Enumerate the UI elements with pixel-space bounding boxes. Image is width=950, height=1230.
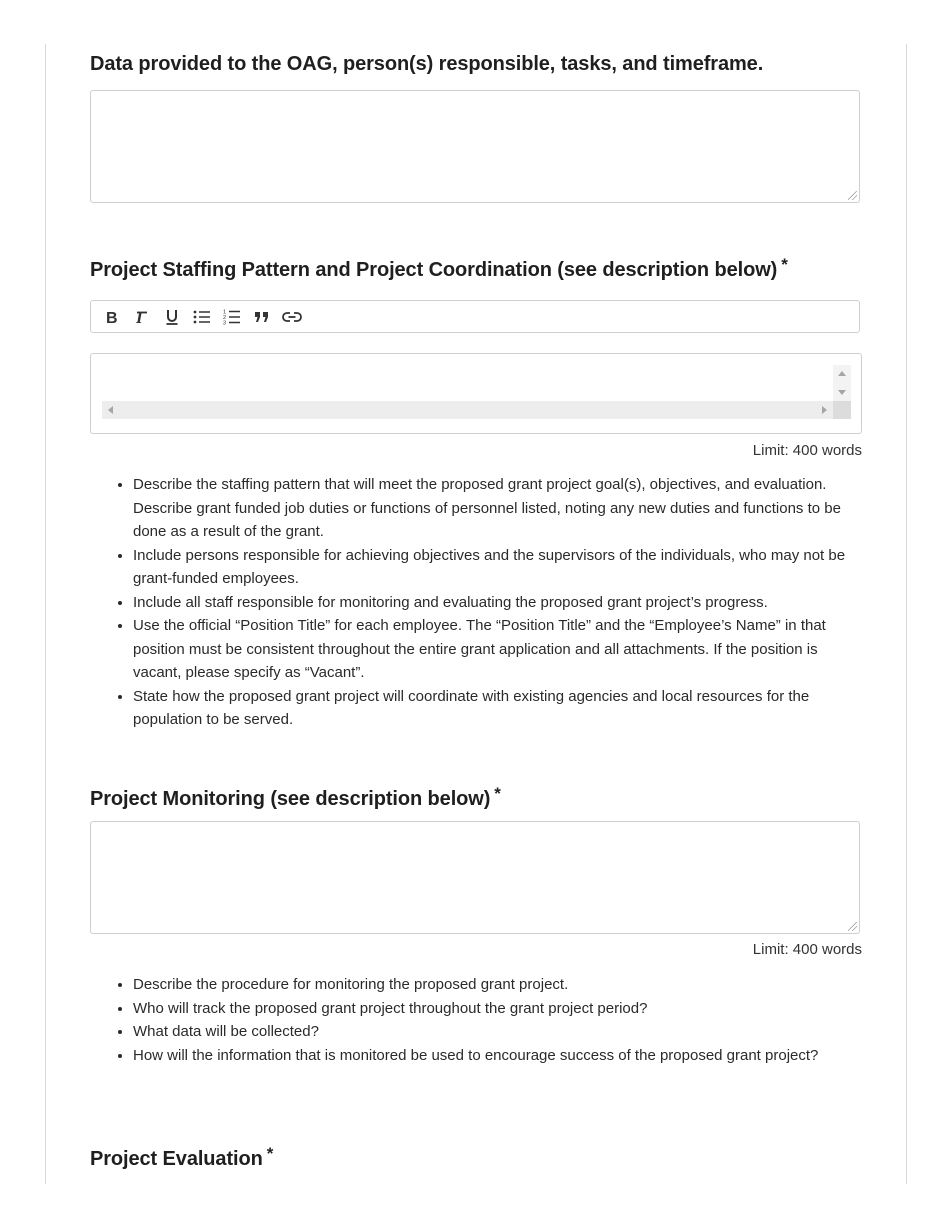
link-icon[interactable] — [277, 302, 307, 332]
monitoring-label: Project Monitoring (see description below) * — [90, 784, 501, 810]
required-asterisk: * — [781, 255, 788, 274]
svg-text:B: B — [106, 309, 118, 325]
monitoring-description-list — [90, 973, 862, 1067]
bold-icon[interactable] — [97, 302, 127, 332]
monitoring-word-limit: Limit: 400 words — [752, 941, 862, 958]
horizontal-scrollbar[interactable] — [102, 401, 833, 419]
list-item: • Describe the staffing pattern that will meet the proposed grant project goal(s), objectives, and evaluation. Describe grant funded job duties or functions of personnel listed, noting any new duties and functions to be done as a result of the grant. — [133, 473, 862, 544]
resize-grip-icon[interactable] — [848, 191, 857, 200]
numbered-list-icon[interactable] — [217, 302, 247, 332]
scroll-left-icon[interactable] — [108, 406, 113, 414]
oag-data-textarea[interactable] — [90, 90, 860, 203]
staffing-rich-editor[interactable] — [90, 353, 862, 434]
list-item: • Who will track the proposed grant project throughout the grant project period? — [133, 997, 862, 1021]
staffing-word-limit: Limit: 400 words — [752, 442, 862, 459]
oag-data-label: Data provided to the OAG, person(s) responsible, tasks, and timeframe. — [90, 53, 764, 75]
required-asterisk: * — [266, 1144, 274, 1163]
svg-text:I: I — [136, 308, 143, 325]
resize-grip-icon[interactable] — [848, 922, 857, 931]
underline-icon[interactable] — [157, 302, 187, 332]
staffing-label: Project Staffing Pattern and Project Coordination (see description below) * — [90, 255, 788, 281]
list-item: • Use the official “Position Title” for each employee. The “Position Title” and the “Employee’s Name” in that position must be consistent throughout the entire grant application and all attachments. If the position is vacant, please specify as “Vacant”. — [133, 614, 862, 685]
svg-text:2: 2 — [223, 314, 227, 321]
scroll-up-icon[interactable] — [838, 371, 846, 376]
italic-icon[interactable] — [127, 302, 157, 332]
evaluation-label: Project Evaluation * — [90, 1144, 274, 1170]
scrollbar-corner — [833, 401, 851, 419]
rich-text-toolbar — [90, 300, 860, 333]
quote-icon[interactable] — [247, 302, 277, 332]
list-item: • Describe the procedure for monitoring the proposed grant project. — [133, 973, 862, 997]
required-asterisk: * — [494, 784, 501, 803]
vertical-scrollbar[interactable] — [833, 365, 851, 401]
list-item: • Include all staff responsible for monitoring and evaluating the proposed grant project’s progress. — [133, 591, 862, 615]
staffing-description-list — [90, 473, 862, 732]
list-item: • What data will be collected? — [133, 1020, 862, 1044]
scroll-right-icon[interactable] — [822, 406, 827, 414]
monitoring-textarea[interactable] — [90, 821, 860, 934]
svg-text:1: 1 — [223, 309, 227, 315]
scroll-down-icon[interactable] — [838, 390, 846, 395]
list-item: • State how the proposed grant project will coordinate with existing agencies and local resources for the population to be served. — [133, 685, 862, 732]
list-item: • How will the information that is monitored be used to encourage success of the proposed grant project? — [133, 1044, 862, 1068]
list-item: • Include persons responsible for achieving objectives and the supervisors of the individuals, who may not be grant-funded employees. — [133, 544, 862, 591]
svg-text:3: 3 — [223, 320, 227, 326]
bullet-list-icon[interactable] — [187, 302, 217, 332]
